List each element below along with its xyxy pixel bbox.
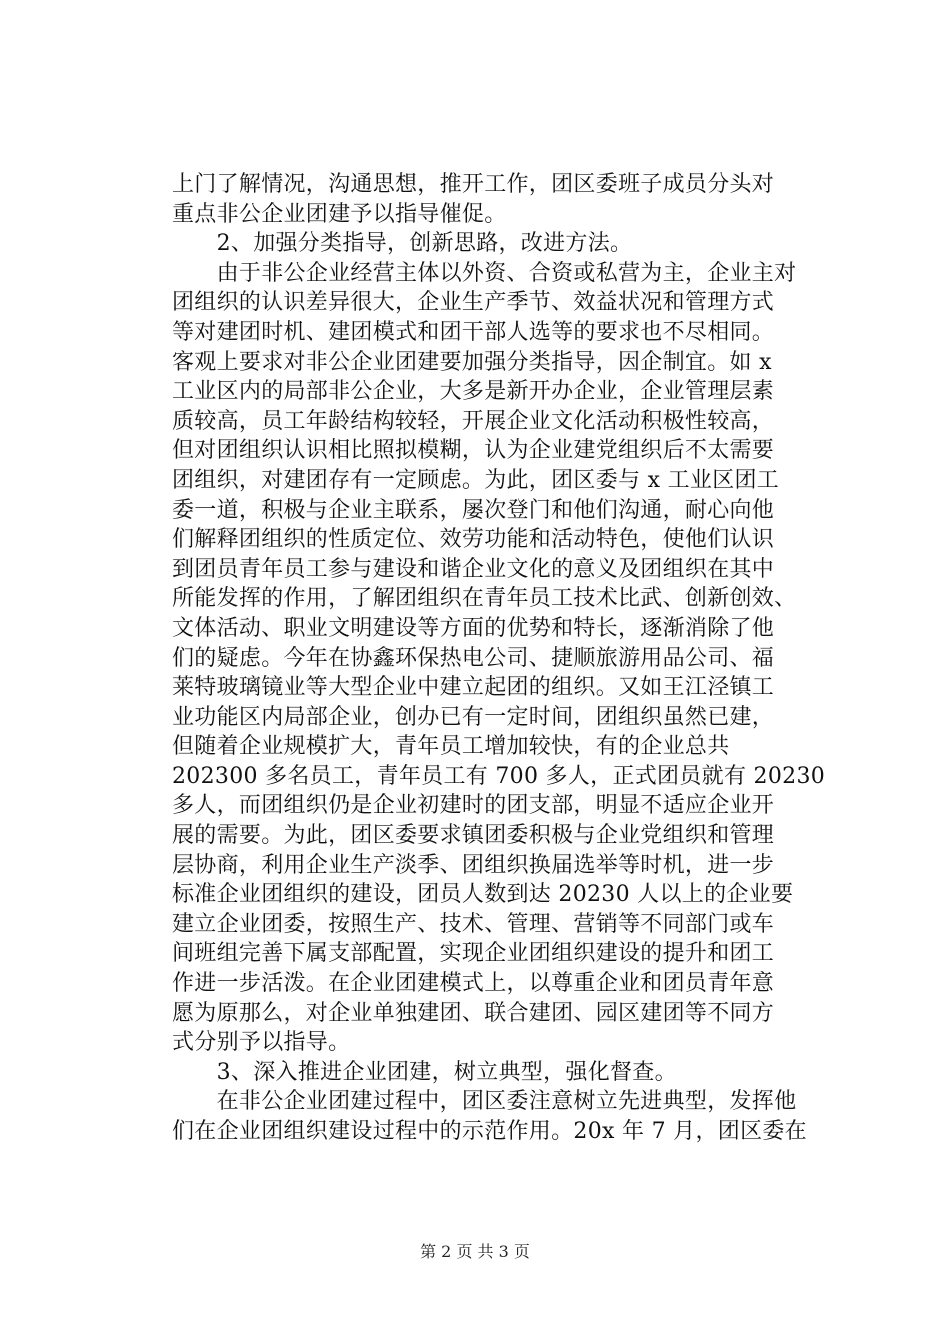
text-line: 工业区内的局部非公企业，大多是新开办企业，企业管理层素 — [172, 379, 775, 405]
text-line: 们的疑虑。今年在协鑫环保热电公司、捷顺旅游用品公司、福 — [172, 645, 775, 671]
text-line: 202300 多名员工，青年员工有 700 多人，正式团员就有 20230 — [172, 763, 826, 789]
text-line: 到团员青年员工参与建设和谐企业文化的意义及团组织在其中 — [172, 556, 775, 582]
text-line: 质较高，员工年龄结构较轻，开展企业文化活动积极性较高， — [172, 408, 775, 434]
text-line: 上门了解情况，沟通思想，推开工作，团区委班子成员分头对 — [172, 172, 775, 197]
text-line: 莱特玻璃镜业等大型企业中建立起团的组织。又如王江泾镇工 — [172, 675, 775, 701]
text-line: 客观上要求对非公企业团建要加强分类指导，因企制宜。如 x — [172, 349, 772, 375]
text-line: 业功能区内局部企业，创办已有一定时间，团组织虽然已建， — [172, 704, 775, 730]
text-line: 在非公企业团建过程中，团区委注意树立先进典型，发挥他 — [172, 1089, 797, 1115]
text-line: 层协商，利用企业生产淡季、团组织换届选举等时机，进一步 — [172, 852, 775, 878]
text-line: 团组织，对建团存有一定顾虑。为此，团区委与 x 工业区团工 — [172, 467, 780, 493]
text-line: 建立企业团委，按照生产、技术、管理、营销等不同部门或车 — [172, 911, 775, 937]
text-line: 但对团组织认识相比照拟模糊，认为企业建党组织后不太需要 — [172, 438, 775, 464]
text-line: 间班组完善下属支部配置，实现企业团组织建设的提升和团工 — [172, 941, 775, 967]
text-line: 多人，而团组织仍是企业初建时的团支部，明显不适应企业开 — [172, 793, 775, 819]
text-line: 式分别予以指导。 — [172, 1030, 351, 1056]
text-line: 重点非公企业团建予以指导催促。 — [172, 201, 507, 227]
text-line: 2、加强分类指导，创新思路，改进方法。 — [172, 231, 633, 257]
text-line: 作进一步活泼。在企业团建模式上，以尊重企业和团员青年意 — [172, 971, 775, 997]
body-text — [172, 170, 826, 1147]
text-line: 们解释团组织的性质定位、效劳功能和活动特色，使他们认识 — [172, 527, 775, 553]
text-line: 但随着企业规模扩大，青年员工增加较快，有的企业总共 — [172, 734, 730, 760]
page-footer: 第 2 页 共 3 页 — [420, 1242, 530, 1261]
text-line: 标准企业团组织的建设，团员人数到达 20230 人以上的企业要 — [172, 882, 794, 908]
text-line: 文体活动、职业文明建设等方面的优势和特长，逐渐消除了他 — [172, 615, 775, 641]
text-line: 3、深入推进企业团建，树立典型，强化督查。 — [172, 1059, 677, 1085]
text-line: 展的需要。为此，团区委要求镇团委积极与企业党组织和管理 — [172, 823, 775, 849]
text-line: 们在企业团组织建设过程中的示范作用。20x 年 7 月，团区委在 — [172, 1119, 807, 1144]
text-line: 等对建团时机、建团模式和团干部人选等的要求也不尽相同。 — [172, 319, 775, 345]
text-line: 愿为原那么，对企业单独建团、联合建团、园区建团等不同方 — [172, 1000, 775, 1026]
text-line: 委一道，积极与企业主联系，屡次登门和他们沟通，耐心向他 — [172, 497, 775, 523]
text-line: 由于非公企业经营主体以外资、合资或私营为主，企业主对 — [172, 260, 797, 286]
text-line: 团组织的认识差异很大，企业生产季节、效益状况和管理方式 — [172, 290, 775, 316]
text-line: 所能发挥的作用，了解团组织在青年员工技术比武、创新创效、 — [172, 586, 797, 612]
